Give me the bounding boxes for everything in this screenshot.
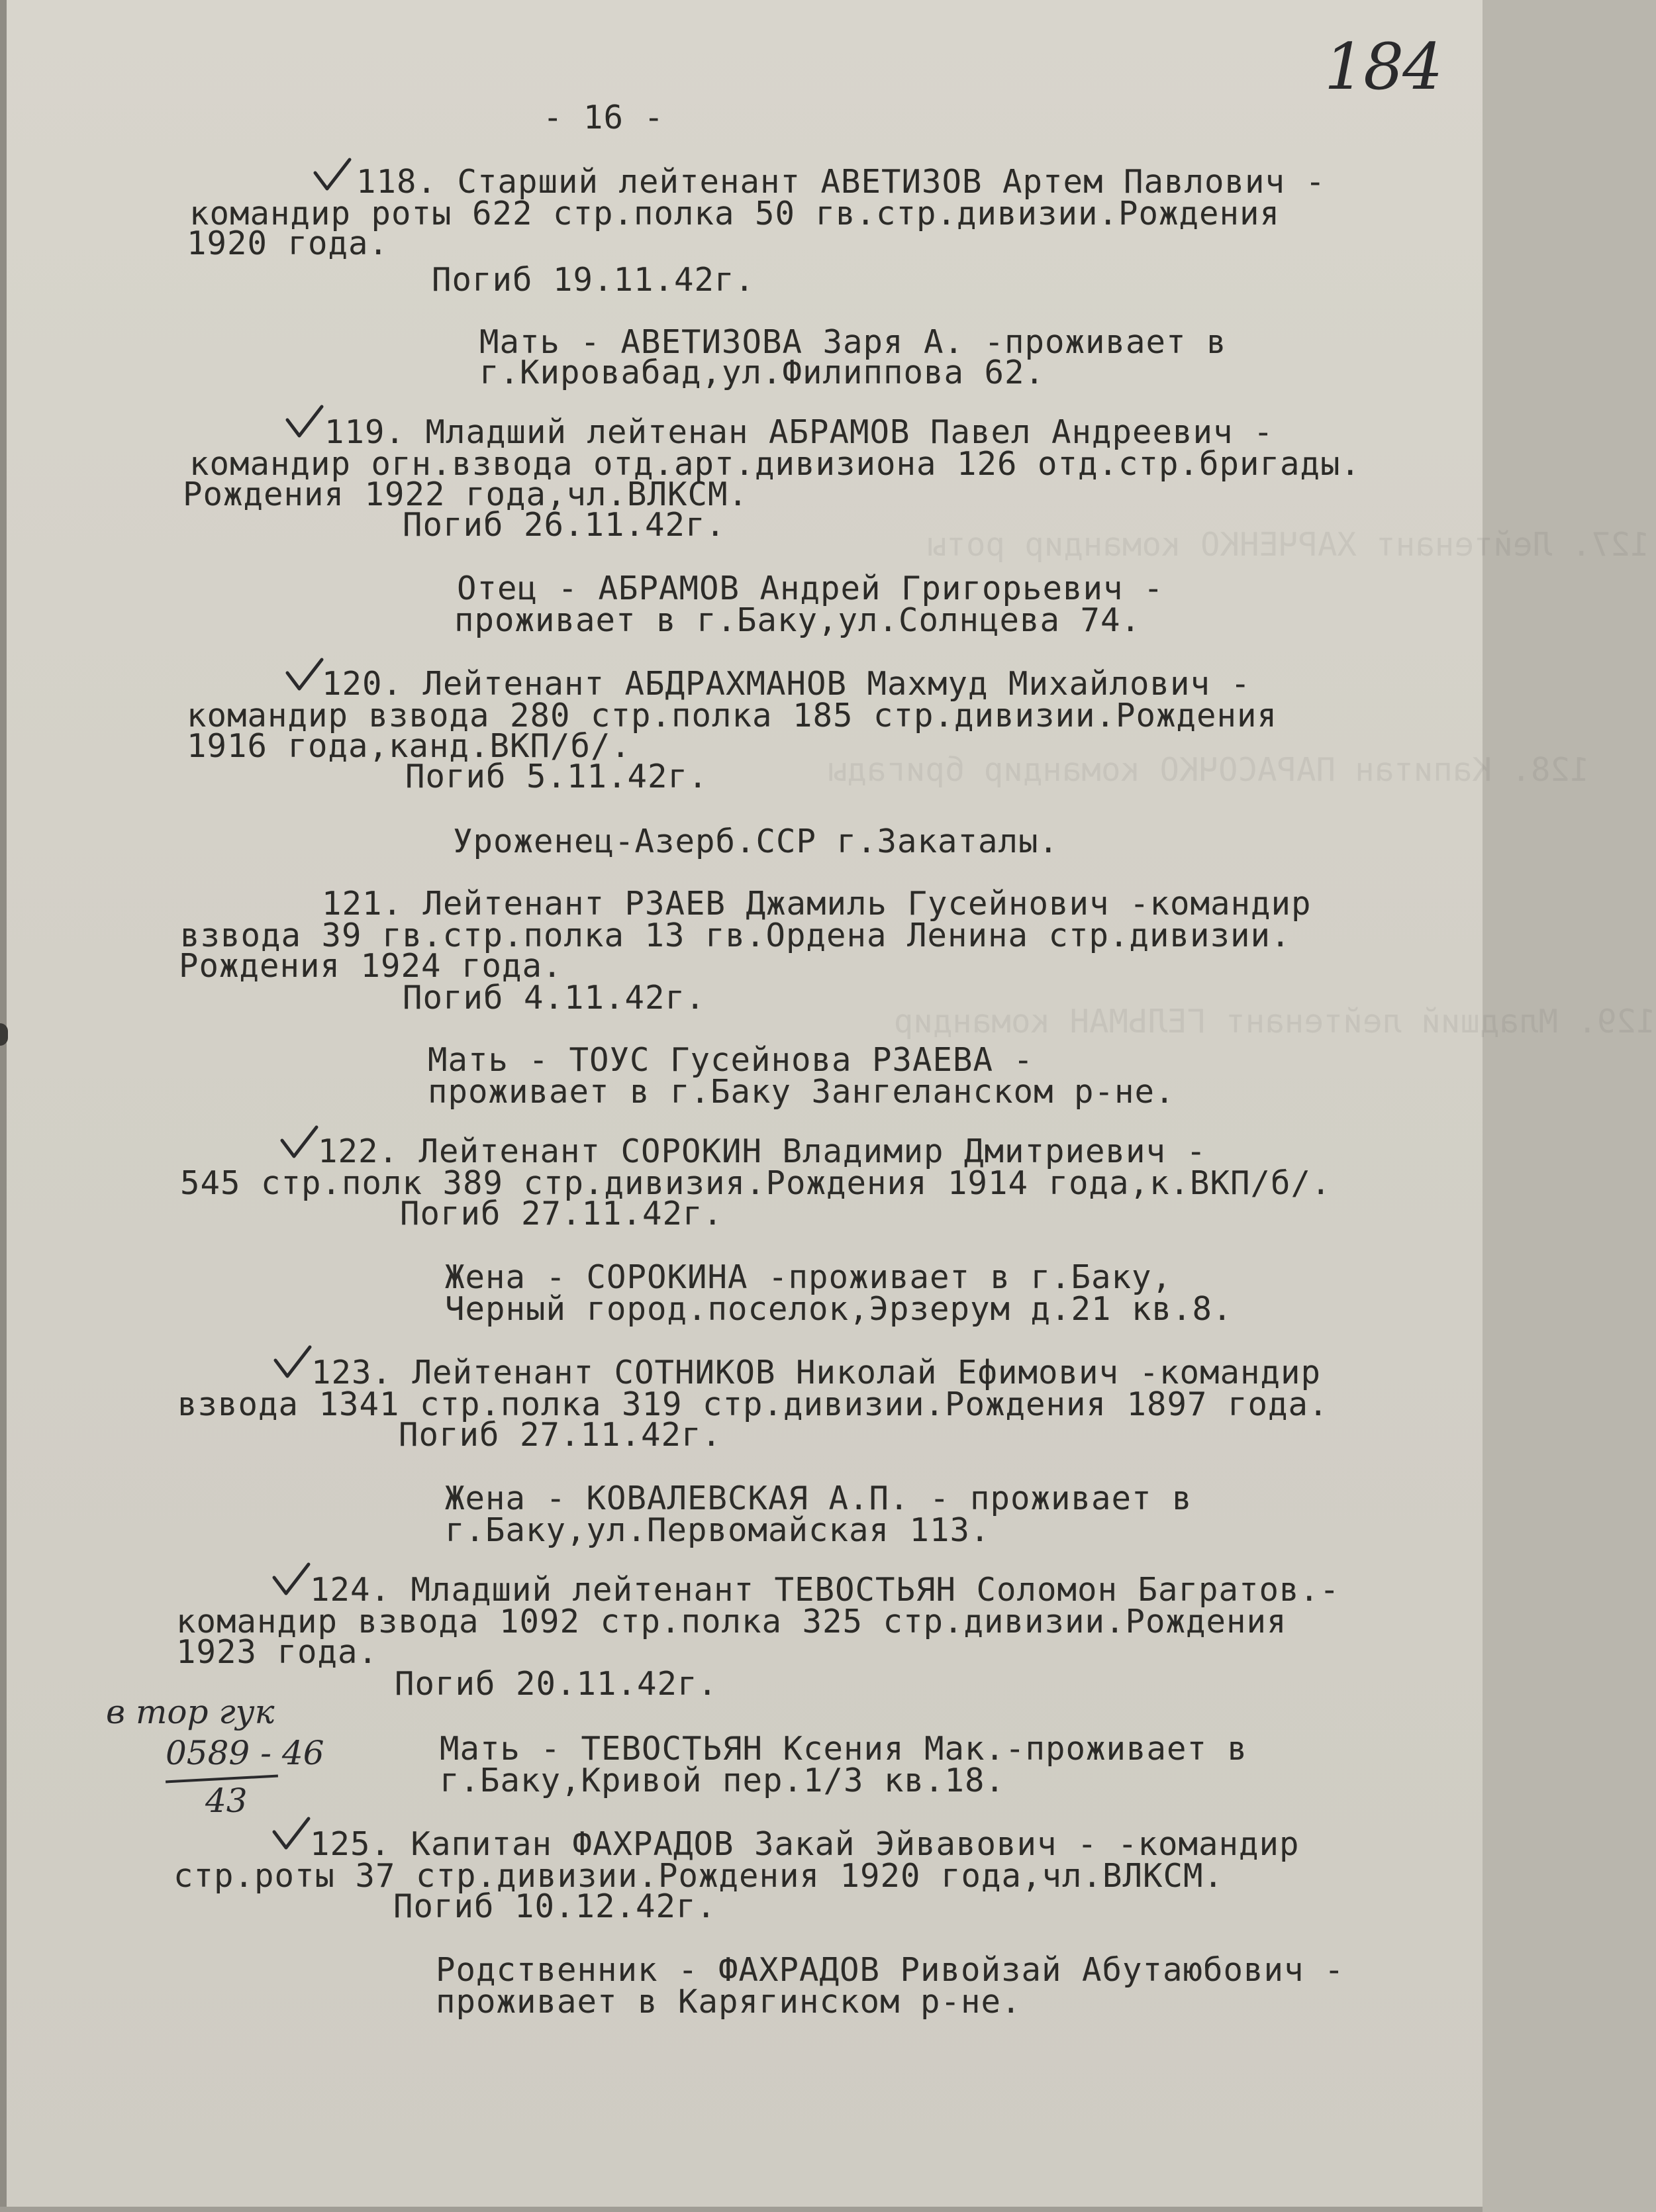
entry-122-relative-address: Черный город.поселок,Эрзерум д.21 кв.8. (445, 1290, 1233, 1328)
page-left-edge (0, 0, 7, 2212)
entry-119-relative-address: проживает в г.Баку,ул.Солнцева 74. (454, 601, 1142, 639)
entry-125-relative-address: проживает в Карягинском р-не. (436, 1983, 1022, 2021)
entry-123-heading: 123. Лейтенант СОТНИКОВ Николай Ефимович -командир (311, 1354, 1322, 1391)
entry-124-birth: 1923 года. (176, 1633, 379, 1671)
entry-121-birth: Рождения 1924 года. (179, 947, 563, 985)
entry-120-unit: командир взвода 280 стр.полка 185 стр.дивизии.Рождения (187, 697, 1278, 734)
entry-118-death-date: Погиб 19.11.42г. (432, 261, 755, 299)
entry-124-heading: 124. Младший лейтенант ТЕВОСТЬЯН Соломон Багратов.- (310, 1571, 1340, 1609)
entry-124-unit: командир взвода 1092 стр.полка 325 стр.дивизии.Рождения (176, 1603, 1287, 1640)
entry-121-relative: Мать - ТОУС Гусейнова РЗАЕВА - (428, 1041, 1034, 1079)
entry-118-relative-address: г.Кировабад,ул.Филиппова 62. (479, 354, 1046, 391)
entry-124-relative-address: г.Баку,Кривой пер.1/3 кв.18. (440, 1762, 1006, 1799)
bleed-through-text: 129. Младший лейтенант ГЕЛЬМАН командир (894, 1003, 1656, 1040)
margin-note-line2: 0589 - 46 (166, 1734, 324, 1772)
entry-118-relative: Мать - АВЕТИЗОВА Заря А. -проживает в (479, 323, 1227, 361)
entry-125-death-date: Погиб 10.12.42г. (393, 1887, 717, 1925)
archive-sheet-number: 184 (1324, 30, 1442, 104)
entry-122-unit-birth: 545 стр.полк 389 стр.дивизия.Рождения 1914 года,к.ВКП/б/. (180, 1164, 1332, 1202)
entry-120-heading: 120. Лейтенант АБДРАХМАНОВ Махмуд Михайлович - (322, 665, 1251, 703)
entry-121-death-date: Погиб 4.11.42г. (403, 979, 706, 1017)
entry-119-birth: Рождения 1922 года,чл.ВЛКСМ. (183, 476, 749, 513)
entry-123-relative-address: г.Баку,ул.Первомайская 113. (445, 1511, 991, 1549)
entry-119-heading: 119. Младший лейтенан АБРАМОВ Павел Андреевич - (324, 413, 1274, 451)
entry-125-relative: Родственник - ФАХРАДОВ Ривойзай Абутаюбович - (436, 1951, 1345, 1989)
entry-125-unit-birth: стр.роты 37 стр.дивизии.Рождения 1920 года,чл.ВЛКСМ. (173, 1857, 1224, 1895)
entry-123-death-date: Погиб 27.11.42г. (399, 1416, 722, 1454)
entry-125-heading: 125. Капитан ФАХРАДОВ Закай Эйвавович - -командир (310, 1825, 1300, 1863)
entry-121-unit: взвода 39 гв.стр.полка 13 гв.Ордена Ленина стр.дивизии. (180, 917, 1291, 954)
page-number: - 16 - (543, 99, 665, 136)
checkmark-icon (313, 157, 352, 194)
entry-122-death-date: Погиб 27.11.42г. (400, 1195, 724, 1232)
entry-121-heading: 121. Лейтенант РЗАЕВ Джамиль Гусейнович -командир (322, 885, 1312, 923)
entry-124-relative: Мать - ТЕВОСТЬЯН Ксения Мак.-проживает в (440, 1730, 1248, 1768)
margin-note-line1: в тор гук (106, 1693, 275, 1731)
entry-119-relative: Отец - АБРАМОВ Андрей Григорьевич - (457, 570, 1164, 607)
checkmark-icon (285, 404, 324, 441)
binding-hole (0, 1023, 8, 1046)
entry-119-unit: командир огн.взвода отд.арт.дивизиона 126 отд.стр.бригады. (189, 445, 1361, 483)
entry-124-death-date: Погиб 20.11.42г. (395, 1665, 718, 1703)
entry-123-relative: Жена - КОВАЛЕВСКАЯ А.П. - проживает в (445, 1480, 1193, 1517)
checkmark-icon (271, 1562, 311, 1599)
page-bottom-edge (0, 2207, 1483, 2212)
bleed-through-text: 127. Лейтенант ХАРЧЕНКО командир роты (927, 526, 1650, 564)
bleed-through-text: 128. Капитан ПАРАСОЧКО командир бригады (828, 751, 1590, 789)
checkmark-icon (273, 1344, 313, 1382)
entry-119-death-date: Погиб 26.11.42г. (403, 506, 726, 544)
entry-122-relative: Жена - СОРОКИНА -проживает в г.Баку, (445, 1258, 1173, 1296)
checkmark-icon (271, 1816, 311, 1853)
entry-118-birth: 1920 года. (187, 225, 389, 262)
entry-120-death-date: Погиб 5.11.42г. (405, 758, 708, 795)
entry-122-heading: 122. Лейтенант СОРОКИН Владимир Дмитриевич - (318, 1132, 1207, 1170)
entry-123-unit-birth: взвода 1341 стр.полка 319 стр.дивизии.Рождения 1897 года. (177, 1385, 1329, 1423)
checkmark-icon (285, 657, 324, 694)
entry-118-unit: командир роты 622 стр.полка 50 гв.стр.дивизии.Рождения (189, 195, 1281, 232)
entry-120-birth: 1916 года,канд.ВКП/б/. (187, 727, 632, 765)
entry-118-heading: 118. Старший лейтенант АВЕТИЗОВ Артем Павлович - (356, 163, 1326, 201)
margin-note-line3: 43 (205, 1782, 248, 1820)
entry-120-birthplace: Уроженец-Азерб.ССР г.Закаталы. (453, 823, 1059, 860)
checkmark-icon (279, 1125, 319, 1162)
entry-121-relative-address: проживает в г.Баку Зангеланском р-не. (428, 1073, 1175, 1111)
